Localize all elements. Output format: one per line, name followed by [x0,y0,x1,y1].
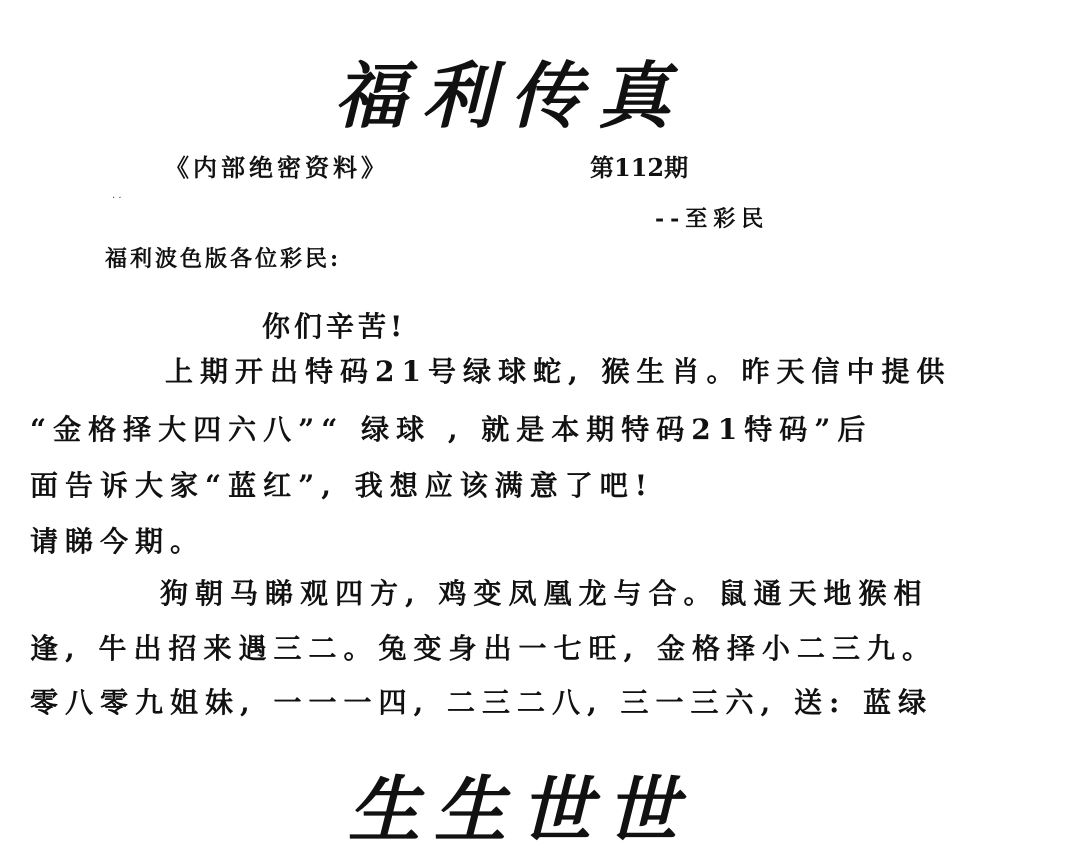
body-line: 狗朝马睇观四方, 鸡变凤凰龙与合。鼠通天地猴相 [160,577,929,610]
document-subtitle: 《内部绝密资料》 [165,153,389,182]
body-line: 上期开出特码21号绿球蛇, 猴生肖。昨天信中提供 [165,355,952,388]
signature-line: --至彩民 [655,206,770,232]
thanks-line: 你们辛苦! [262,310,407,343]
body-line: 零八零九姐妹, 一一一四, 二三二八, 三一三六, 送: 蓝绿 [30,686,934,719]
body-line: 面告诉大家“蓝红”, 我想应该满意了吧! [30,469,654,502]
body-line: “金格择大四六八”“ 绿球 , 就是本期特码21特码”后 [30,413,873,446]
footer-slogan: 生生世世 [347,767,692,852]
issue-number: 第112期 [590,153,689,182]
body-line: 逢, 牛出招来遇三二。兔变身出一七旺, 金格择小二三九。 [30,632,937,665]
scan-marks: . . [112,190,122,201]
body-line: 请睇今期。 [30,525,206,558]
document-title: 福利传真 [333,53,686,138]
greeting-line: 福利波色版各位彩民: [105,246,342,272]
